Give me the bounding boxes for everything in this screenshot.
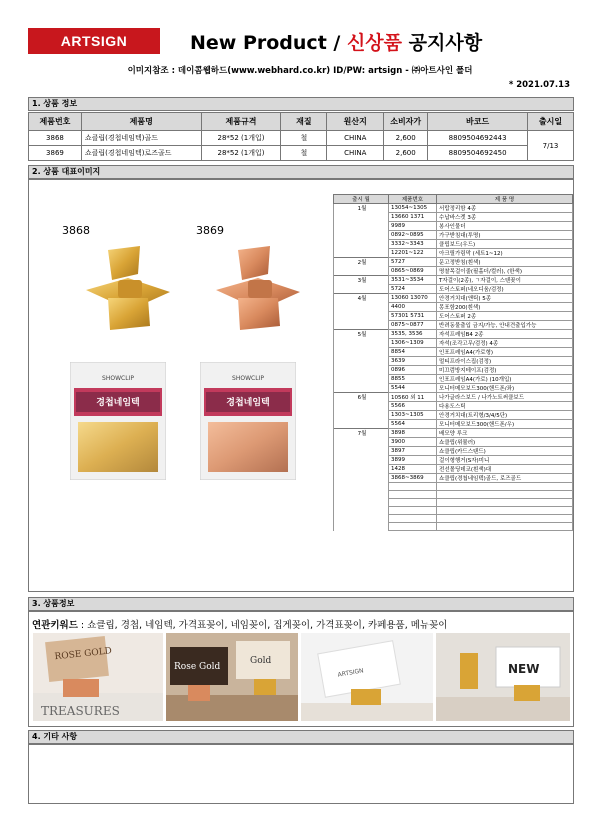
photo-rose-gold-and-gold-signs [166,633,298,721]
svg-text:ARTSIGN: ARTSIGN [337,667,365,679]
list-item: 4400 몽포함200(흰색) [334,303,573,312]
rose-gold-package-image [200,362,296,480]
list-item [334,515,573,523]
list-item: 5월 3535, 3536 자석프레임B4 2종 [334,330,573,339]
photo-rose-gold-sign [33,633,163,721]
list-item: 3900 쇼클립(위뮬러) [334,438,573,447]
svg-text:TREASURES: TREASURES [41,704,120,718]
list-item: 0875~0877 반려동물출입 금지/가능, 안내견출입가능 [334,321,573,330]
list-item: 7월 3898 배모양 루크 [334,429,573,438]
list-item: 0896 미끄럼방지테이프(검정) [334,366,573,375]
rose-gold-clip-image [208,240,308,340]
list-item: 13660 1371 수납바스켓 3종 [334,213,573,222]
list-item: 9989 봉사인물더 [334,222,573,231]
section-other-notes-header: 4. 기타 사항 [28,730,574,744]
list-item: 8855 인포프레임A4(가로) (10개입) [334,375,573,384]
related-keywords: 연관키워드 : 쇼클립, 경첩, 네임텍, 가격표꽂이, 네임꽂이, 집게꽂이, 가격표꽂이, 카페용품, 메뉴꽂이 [32,620,448,631]
list-item: 8854 인포프레임A4(가로형) [334,348,573,357]
list-item [334,499,573,507]
svg-text:ROSE GOLD: ROSE GOLD [54,646,113,663]
product-info-table: 제품번호 제품명 제품규격 재질 원산지 소비자가 바코드 출시일 3868 쇼클립(경첩네임텍)골드 28*52 (1개입) 철 CHINA 2,600 8809504692443 7/13 3869 쇼클립(경첩네임텍)로즈골드 28*52 (1개입) 철 CHINA 2,600 8809504692450 [28,112,574,161]
list-item: 1303~1305 안경거치대(트리형/3/4/5단) [334,411,573,420]
list-item: 2월 5727 문고정받침(흰색) [334,258,573,267]
table-row: 3869 쇼클립(경첩네임텍)로즈골드 28*52 (1개입) 철 CHINA 2,600 8809504692450 [29,146,574,161]
photo-new-sign [436,633,570,721]
list-item [334,491,573,499]
image-reference-note: 이미지참조 : 데이콤웹하드(www.webhard.co.kr) ID/PW: artsign - ㈜아트사인 폴더 [127,66,473,76]
photo-business-card-clip [301,633,433,721]
list-item: 5564 모니터메모보드300(핸드폰/우) [334,420,573,429]
list-item: 1428 전선몰딩데코(흰색)대 [334,465,573,474]
gold-clip-image [78,240,178,340]
list-item: 5724 도어스토퍼(네오디움/검정) [334,285,573,294]
list-item: 3월 3531~3534 T자걸이(2종), ㄱ자걸이, 스텐꽂이 [334,276,573,285]
svg-text:Rose Gold: Rose Gold [174,662,221,672]
list-item [334,483,573,491]
svg-text:경첩네임텍: 경첩네임텍 [96,398,140,408]
list-item: 3639 멀티프라이스집(검정) [334,357,573,366]
list-item [334,523,573,531]
notice-date: * 2021.07.13 [508,80,570,90]
release-schedule-table: 출시 월 제품번호 제 품 명 1월 13054~1305 서랍정리함 4종 13660 1371 수납바스켓 3종 9989 봉사인물더 0892~0895 가구받침대(투명) 3332~3343 클립보드(우드) 12201~122 아크릴가림막 (세트1~12) 2월 5727 문고정받침(흰색) 0865~0869 명찰목걸이줄(필홀더/컬러), (한색) 3월 3531~3534 T자걸이(2종), ㄱ자걸이, 스텐꽂이 5724 도어스토퍼(네오디움/검정) 4월 13060 13070 안경거치대(앤틱) 5종 4400 몽포함200(흰색) 57301 5731 도어스토퍼 2종 0875~0877 반려동물출입 금지/가능, 안내견출입가능 5월 3535, 3536 자석프레임B4 2종 1306~1309 자석(조각고무/검정) 4종 8854 인포프레임A4(가로형) 3639 멀티프라이스집(검정) 0896 미끄럼방지테이프(검정) 8855 인포프레임A4(가로) (10개입) 5544 모니터메모보드300(핸드폰/좌) 6월 10560 외 11 나가글라스보드 / 나가노트써클보드 5566 다용도스틱 1303~1305 안경거치대(트리형/3/4/5단) 5564 모니터메모보드300(핸드폰/우) 7월 3898 배모양 루크 3900 쇼클립(위뮬러) 3897 쇼클립(카드스탠드) 3899 걸이형행거(S자)미니 1428 전선몰딩데코(흰색)대 3868~3869 쇼클립(경첩네임텍)골드, 로즈골드 [333,194,573,531]
svg-text:SHOWCLIP: SHOWCLIP [232,375,264,382]
list-item: 3332~3343 클립보드(우드) [334,240,573,249]
list-item: 12201~122 아크릴가림막 (세트1~12) [334,249,573,258]
svg-text:경첩네임텍: 경첩네임텍 [226,398,270,408]
list-item: 1월 13054~1305 서랍정리함 4종 [334,204,573,213]
list-item: 5544 모니터메모보드300(핸드폰/좌) [334,384,573,393]
svg-text:NEW: NEW [508,662,540,676]
list-item [334,507,573,515]
table-row: 3868 쇼클립(경첩네임텍)골드 28*52 (1개입) 철 CHINA 2,600 8809504692443 7/13 [29,131,574,146]
svg-text:SHOWCLIP: SHOWCLIP [102,375,134,382]
list-item: 5566 다용도스틱 [334,402,573,411]
list-item: 3868~3869 쇼클립(경첩네임텍)골드, 로즈골드 [334,474,573,483]
section-product-details-header: 3. 상품정보 [28,597,574,611]
product-code-label: 3868 [62,224,90,237]
list-item: 0892~0895 가구받침대(투명) [334,231,573,240]
list-item: 1306~1309 자석(조각고무/검정) 4종 [334,339,573,348]
section-representative-image-header: 2. 상품 대표이미지 [28,165,574,179]
brand-logo: ARTSIGN [28,28,160,54]
other-notes-area [28,744,574,804]
list-item: 0865~0869 명찰목걸이줄(필홀더/컬러), (한색) [334,267,573,276]
list-item: 57301 5731 도어스토퍼 2종 [334,312,573,321]
list-item: 3897 쇼클립(카드스탠드) [334,447,573,456]
svg-text:Gold: Gold [250,656,272,666]
section-product-info-header: 1. 상품 정보 [28,97,574,111]
product-code-label: 3869 [196,224,224,237]
gold-package-image [70,362,166,480]
page-title: New Product / 신상품 공지사항 [190,32,483,54]
list-item: 4월 13060 13070 안경거치대(앤틱) 5종 [334,294,573,303]
list-item: 6월 10560 외 11 나가글라스보드 / 나가노트써클보드 [334,393,573,402]
list-item: 3899 걸이형행거(S자)미니 [334,456,573,465]
